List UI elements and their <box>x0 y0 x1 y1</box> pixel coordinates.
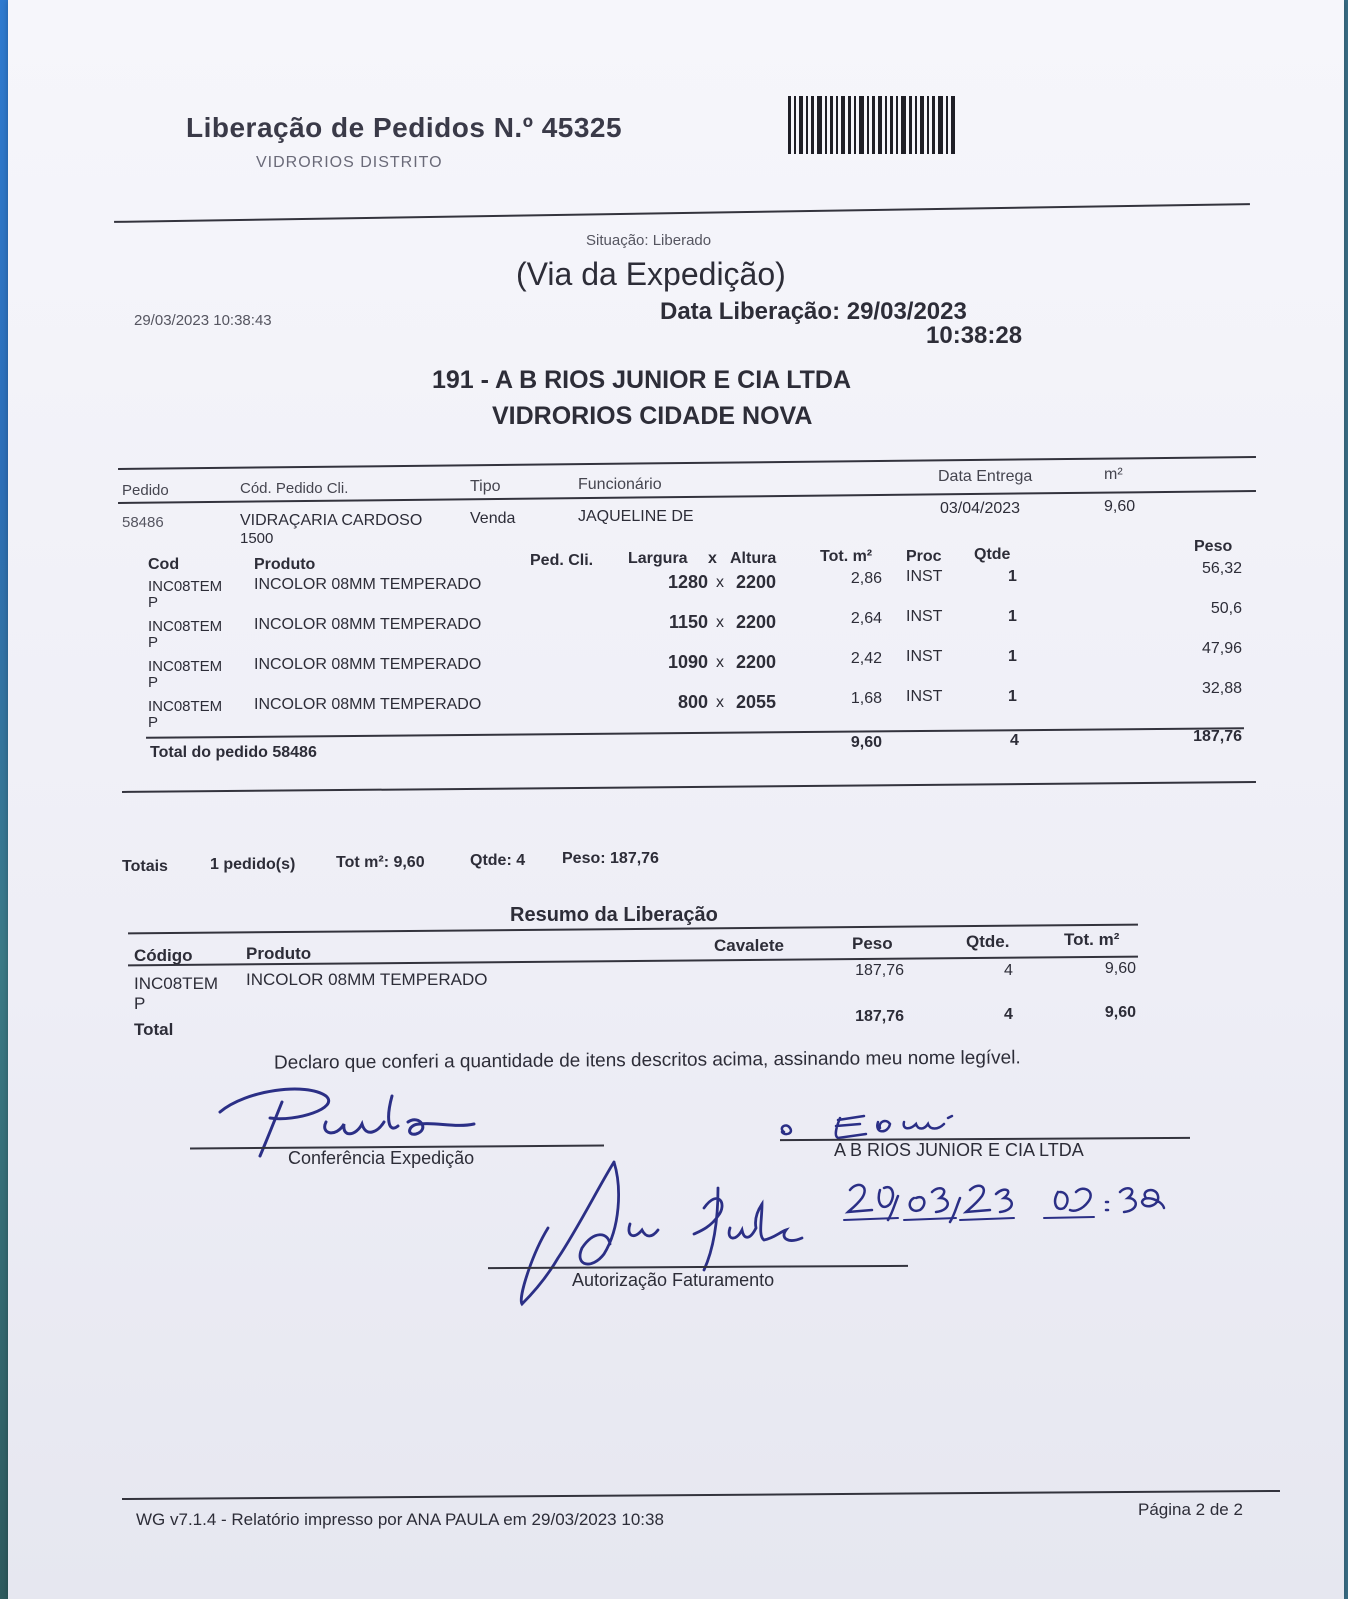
item-tot-m2: 2,64 <box>850 610 882 627</box>
item-qtde: 1 <box>1008 568 1017 585</box>
item-cod-suffix: P <box>148 674 159 691</box>
totals-label: Totais <box>122 858 168 875</box>
item-peso: 47,96 <box>1201 640 1242 657</box>
barcode-icon <box>788 96 988 154</box>
item-qtde: 1 <box>1008 608 1017 625</box>
order-total-m2: 9,60 <box>850 734 882 751</box>
item-peso: 32,88 <box>1201 680 1242 697</box>
item-x: x <box>716 614 724 631</box>
item-col-produto: Produto <box>254 556 316 573</box>
resumo-row-qtde: 4 <box>1004 962 1013 979</box>
item-tot-m2: 2,42 <box>850 650 882 667</box>
item-cod-suffix: P <box>148 594 159 611</box>
order-cod-line2: 1500 <box>240 530 274 547</box>
totals-pedidos: 1 pedido(s) <box>210 856 296 873</box>
item-proc: INST <box>906 568 943 585</box>
resumo-total-label: Total <box>134 1020 174 1039</box>
item-proc: INST <box>906 688 943 705</box>
resumo-row-cod: INC08TEM <box>134 974 219 993</box>
item-tot-m2: 1,68 <box>850 690 882 707</box>
resumo-col-codigo: Código <box>134 946 193 965</box>
order-pedido: 58486 <box>122 514 164 531</box>
totals-qtde: Qtde: 4 <box>470 852 526 869</box>
resumo-row-tot-m2: 9,60 <box>1104 960 1136 977</box>
client-name: 191 - A B RIOS JUNIOR E CIA LTDA <box>432 366 852 394</box>
item-altura: 2200 <box>736 652 777 672</box>
item-altura: 2200 <box>736 612 777 632</box>
item-proc: INST <box>906 608 943 625</box>
item-cod: INC08TEM <box>148 578 223 595</box>
item-cod-suffix: P <box>148 634 159 651</box>
footer-line <box>122 1490 1280 1500</box>
item-altura: 2055 <box>736 692 777 712</box>
col-data-entrega: Data Entrega <box>938 468 1033 485</box>
resumo-row-peso: 187,76 <box>855 962 904 979</box>
item-produto: INCOLOR 08MM TEMPERADO <box>254 576 482 593</box>
via-label: (Via da Expedição) <box>516 256 786 292</box>
item-peso: 50,6 <box>1210 600 1242 617</box>
item-cod: INC08TEM <box>148 618 223 635</box>
item-altura: 2200 <box>736 572 777 592</box>
item-x: x <box>716 694 724 711</box>
items-total-line <box>146 727 1244 739</box>
print-datetime: 29/03/2023 10:38:43 <box>134 312 272 329</box>
resumo-total-qtde: 4 <box>1004 1006 1013 1023</box>
situacao-label: Situação: Liberado <box>586 232 712 249</box>
resumo-col-cavalete: Cavalete <box>714 936 784 955</box>
order-total-label: Total do pedido 58486 <box>150 744 317 761</box>
item-col-altura: Altura <box>730 550 777 567</box>
resumo-total-tot-m2: 9,60 <box>1104 1004 1136 1021</box>
order-top-line <box>118 456 1256 470</box>
signature-label-client: A B RIOS JUNIOR E CIA LTDA <box>834 1140 1084 1160</box>
item-largura: 1280 <box>667 572 708 592</box>
item-col-cod: Cod <box>148 556 180 573</box>
declaration-text: Declaro que conferi a quantidade de itens descritos acima, assinando meu nome legível. <box>273 1047 1021 1074</box>
resumo-row-produto: INCOLOR 08MM TEMPERADO <box>246 970 488 989</box>
item-col-x: x <box>708 550 717 567</box>
resumo-total-peso: 187,76 <box>855 1008 904 1025</box>
item-tot-m2: 2,86 <box>850 570 882 587</box>
resumo-row-cod-suffix: P <box>134 994 146 1013</box>
header-divider <box>114 203 1250 223</box>
resumo-col-peso: Peso <box>852 934 893 953</box>
order-funcionario: JAQUELINE DE <box>578 508 694 525</box>
item-col-tot-m2: Tot. m² <box>820 548 873 565</box>
item-qtde: 1 <box>1008 648 1017 665</box>
company-name: VIDRORIOS DISTRITO <box>256 154 443 171</box>
signature-label-conferencia: Conferência Expedição <box>288 1148 475 1168</box>
signature-label-autorizacao: Autorização Faturamento <box>572 1270 775 1290</box>
col-tipo: Tipo <box>470 478 501 495</box>
item-produto: INCOLOR 08MM TEMPERADO <box>254 696 482 713</box>
resumo-col-qtde: Qtde. <box>966 932 1010 951</box>
order-bottom-line <box>122 781 1256 793</box>
data-liberacao: Data Liberação: 29/03/2023 <box>660 298 967 325</box>
col-cod-pedido-cli: Cód. Pedido Cli. <box>240 480 349 497</box>
item-produto: INCOLOR 08MM TEMPERADO <box>254 616 482 633</box>
document-title: Liberação de Pedidos N.º 45325 <box>186 112 623 143</box>
col-m2: m² <box>1104 466 1123 483</box>
col-funcionario: Funcionário <box>578 476 662 493</box>
totals-m2: Tot m²: 9,60 <box>336 854 425 871</box>
item-col-qtde: Qtde <box>974 546 1011 563</box>
resumo-title: Resumo da Liberação <box>510 904 718 926</box>
order-total-peso: 187,76 <box>1193 728 1242 745</box>
resumo-col-produto: Produto <box>246 944 312 963</box>
item-proc: INST <box>906 648 943 665</box>
item-col-peso: Peso <box>1194 538 1233 555</box>
item-x: x <box>716 654 724 671</box>
col-pedido: Pedido <box>122 482 169 499</box>
footer-page-number: Página 2 de 2 <box>1138 1500 1243 1519</box>
document-page <box>8 0 1344 1599</box>
footer-printed-by: WG v7.1.4 - Relatório impresso por ANA PAULA em 29/03/2023 10:38 <box>136 1510 664 1529</box>
order-m2: 9,60 <box>1104 498 1136 515</box>
data-liberacao-time: 10:38:28 <box>926 322 1023 349</box>
item-largura: 1150 <box>668 612 708 632</box>
item-cod: INC08TEM <box>148 658 223 675</box>
item-cod: INC08TEM <box>148 698 223 715</box>
order-tipo: Venda <box>470 510 516 527</box>
totals-peso: Peso: 187,76 <box>562 850 659 867</box>
item-col-largura: Largura <box>628 550 688 567</box>
item-x: x <box>716 574 724 591</box>
item-col-proc: Proc <box>906 548 942 565</box>
item-largura: 1090 <box>667 652 708 672</box>
item-largura: 800 <box>677 692 708 712</box>
order-cod-line1: VIDRAÇARIA CARDOSO <box>240 512 423 529</box>
item-peso: 56,32 <box>1201 560 1242 577</box>
item-produto: INCOLOR 08MM TEMPERADO <box>254 656 482 673</box>
item-col-ped-cli: Ped. Cli. <box>530 552 594 569</box>
resumo-col-tot-m2: Tot. m² <box>1064 930 1120 949</box>
client-store: VIDRORIOS CIDADE NOVA <box>492 402 813 430</box>
item-qtde: 1 <box>1008 688 1017 705</box>
order-data-entrega: 03/04/2023 <box>940 500 1021 517</box>
handwritten-date <box>844 1176 1174 1229</box>
order-total-qtde: 4 <box>1010 732 1019 749</box>
item-cod-suffix: P <box>148 714 159 731</box>
